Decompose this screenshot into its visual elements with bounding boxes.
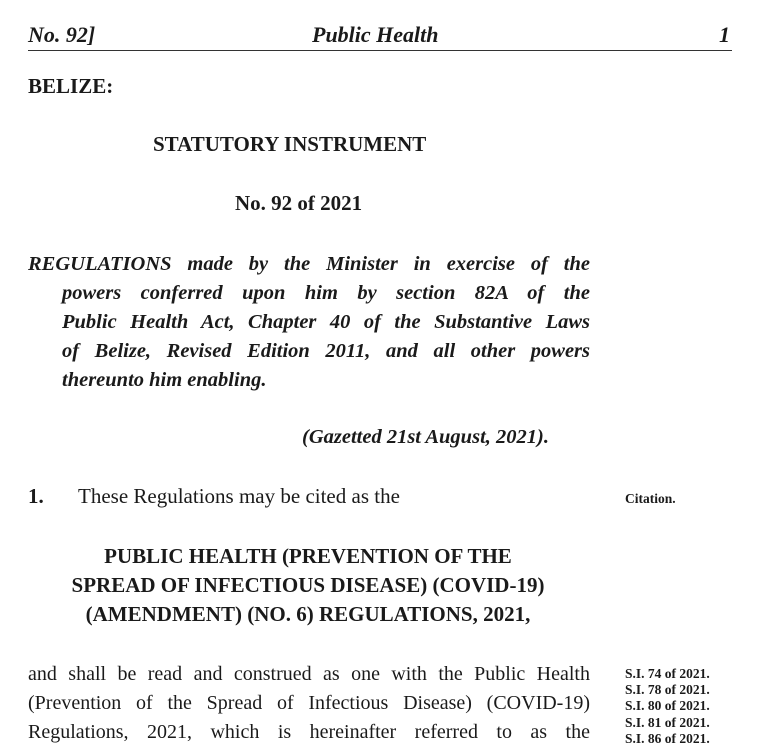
header-page-number: 1 [719,22,730,47]
short-title-line: SPREAD OF INFECTIOUS DISEASE) (COVID-19) [71,573,545,597]
preamble-line: REGULATIONS made by the Minister in exercise of the [28,253,590,275]
body-line: and shall be read and construed as one with the Public Health [28,663,590,685]
body-line: (Prevention of the Spread of Infectious Disease) (COVID-19) [28,692,590,714]
instrument-number-heading: No. 92 of 2021 [235,191,363,215]
margin-note-si-references [625,666,710,747]
si-reference: S.I. 74 of 2021. [625,666,710,681]
margin-note-citation: Citation. [625,491,676,506]
header-rule [28,50,732,51]
body-paragraph [28,660,590,747]
preamble-line: Public Health Act, Chapter 40 of the Substantive Laws [62,311,590,333]
preamble-line: thereunto him enabling. [62,369,267,391]
country-heading: BELIZE: [28,74,114,98]
section-text: These Regulations may be cited as the [78,484,400,508]
si-reference: S.I. 78 of 2021. [625,682,710,698]
preamble-line: of Belize, Revised Edition 2011, and all other powers [62,340,590,362]
body-line: Regulations, 2021, which is hereinafter referred to as the [28,721,590,743]
short-title-line: PUBLIC HEALTH (PREVENTION OF THE [104,544,512,568]
instrument-type-heading: STATUTORY INSTRUMENT [153,132,427,156]
header-instrument-number: No. 92] [28,22,96,47]
preamble-line: powers conferred upon him by section 82A of the [62,282,590,304]
gazetted-date: (Gazetted 21st August, 2021). [302,426,549,448]
header-title: Public Health [312,22,439,47]
section-number: 1. [28,484,44,508]
si-reference: S.I. 81 of 2021. [625,714,710,730]
short-title-line: (AMENDMENT) (NO. 6) REGULATIONS, 2021, [85,602,531,626]
preamble [28,250,590,395]
regulations-short-title [28,542,588,629]
si-reference: S.I. 80 of 2021. [625,698,710,714]
si-reference: S.I. 86 of 2021. [625,730,710,746]
